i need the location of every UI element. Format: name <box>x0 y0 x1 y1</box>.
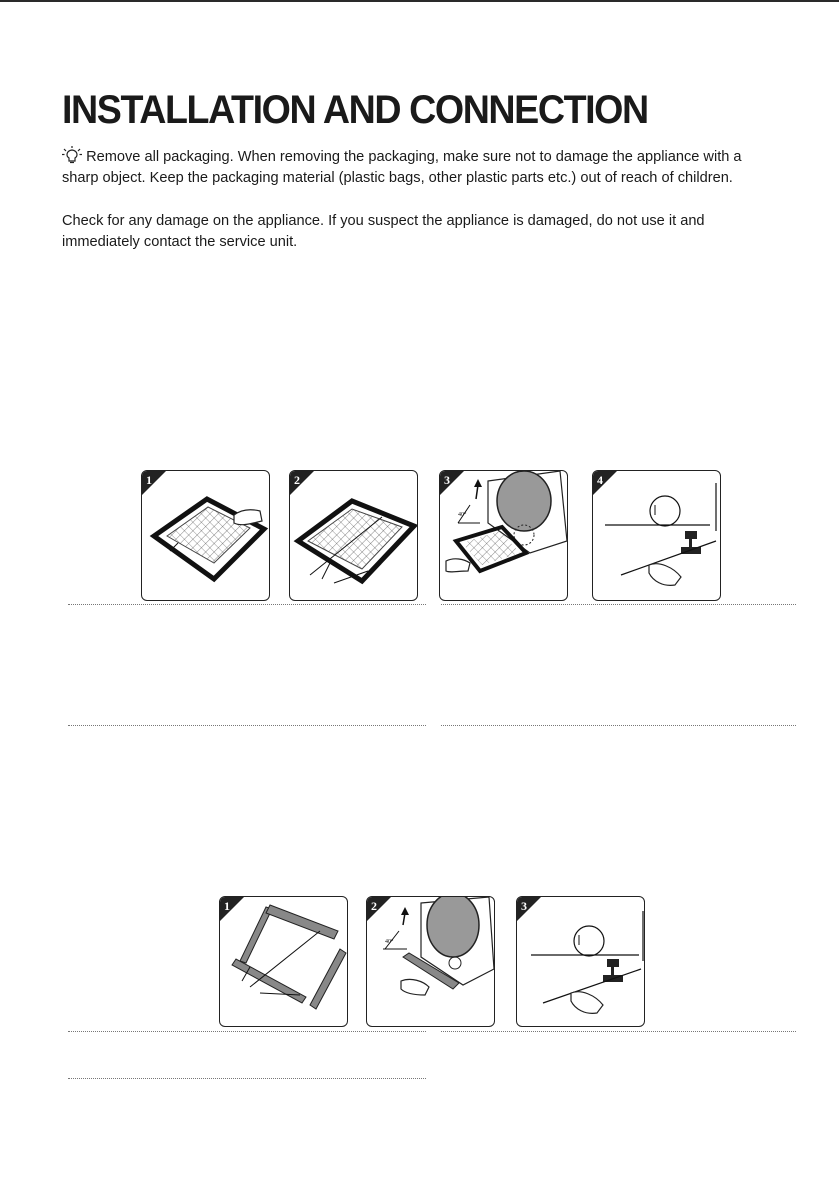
step-number: 3 <box>521 899 527 913</box>
figure-a-step-1 <box>141 470 270 601</box>
figure-a-step-3 <box>439 470 568 601</box>
dotted-rule <box>68 725 426 726</box>
angle-label: 40° <box>458 512 467 518</box>
figure-a-step-2 <box>289 470 418 601</box>
figure-b-step-2 <box>366 896 495 1027</box>
tip-paragraph <box>62 146 774 189</box>
dotted-rule <box>441 1031 796 1032</box>
tip-text: Remove all packaging. When removing the packaging, make sure not to damage the appliance with a sharp object. Keep the packaging material (plastic bags, other plastic parts etc.) out of reach of children. <box>62 149 742 186</box>
dotted-rule <box>68 1031 426 1032</box>
page-title: INSTALLATION AND CONNECTION <box>62 88 648 132</box>
dotted-rule <box>68 1078 426 1079</box>
step-number: 1 <box>224 899 230 913</box>
figure-b-step-1 <box>219 896 348 1027</box>
step-number: 2 <box>371 899 377 913</box>
figure-a-step-4 <box>592 470 721 601</box>
angle-label: 40° <box>385 939 394 945</box>
lightbulb-icon <box>62 146 82 164</box>
dotted-rule <box>441 604 796 605</box>
step-number: 3 <box>444 473 450 487</box>
dotted-rule <box>68 604 426 605</box>
step-number: 2 <box>294 473 300 487</box>
top-border-line <box>0 0 839 2</box>
step-number: 1 <box>146 473 152 487</box>
figure-b-step-3 <box>516 896 645 1027</box>
dotted-rule <box>441 725 796 726</box>
step-number: 4 <box>597 473 603 487</box>
damage-paragraph: Check for any damage on the appliance. If you suspect the appliance is damaged, do not use it and immediately contact the service unit. <box>62 213 705 250</box>
